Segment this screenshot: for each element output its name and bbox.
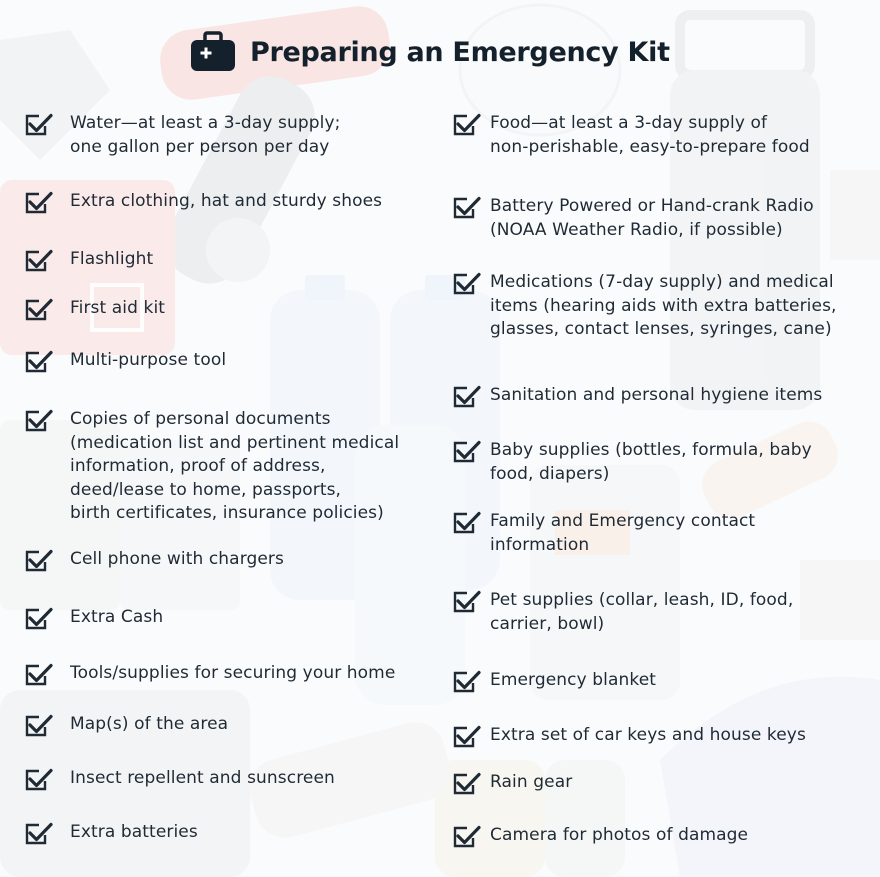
checklist-item-text: Rain gear xyxy=(490,772,573,792)
checkbox-checked-icon xyxy=(24,298,54,322)
checkbox-checked-icon xyxy=(452,590,482,614)
checklist-item xyxy=(24,112,430,159)
first-aid-kit-icon xyxy=(190,31,236,73)
checkbox-checked-icon xyxy=(452,196,482,220)
checkbox-checked-icon xyxy=(24,607,54,631)
checklist-item xyxy=(452,669,860,694)
checklist-item-text: Battery Powered or Hand-crank Radio (NOAA Weather Radio, if possible) xyxy=(490,196,814,240)
checklist-item xyxy=(24,349,430,374)
checklist-item-text: Family and Emergency contact information xyxy=(490,511,756,555)
checklist-item xyxy=(24,408,430,526)
checklist-item-text: Emergency blanket xyxy=(490,670,657,690)
checklist-item xyxy=(452,195,860,242)
checklist-item-text: Multi-purpose tool xyxy=(70,350,227,370)
checkbox-checked-icon xyxy=(24,350,54,374)
checklist-item-text: Extra Cash xyxy=(70,607,164,627)
checkbox-checked-icon xyxy=(452,825,482,849)
checkbox-checked-icon xyxy=(452,725,482,749)
checkbox-checked-icon xyxy=(24,191,54,215)
checklist-item-text: Medications (7-day supply) and medical items (hearing aids with extra batteries, glasses, contact lenses, syringes, cane) xyxy=(490,272,837,339)
checklist-item xyxy=(24,713,430,738)
checklist-item-text: Insect repellent and sunscreen xyxy=(70,768,335,788)
checklist-item xyxy=(24,548,430,573)
checklist-item-text: Flashlight xyxy=(70,249,154,269)
checklist-item-text: Copies of personal documents (medication list and pertinent medical information, proof of address, deed/lease to home, passports, birth certificates, insurance policies) xyxy=(70,409,400,523)
checklist-item xyxy=(24,821,430,846)
checklist-item-text: Cell phone with chargers xyxy=(70,549,284,569)
checklist-item xyxy=(452,771,860,796)
checkbox-checked-icon xyxy=(24,113,54,137)
checklist-item-text: Baby supplies (bottles, formula, baby food, diapers) xyxy=(490,440,812,484)
checklist-item xyxy=(452,824,860,849)
checkbox-checked-icon xyxy=(24,409,54,433)
checkbox-checked-icon xyxy=(24,822,54,846)
checklist-item-text: Water—at least a 3-day supply; one gallon per person per day xyxy=(70,113,341,157)
checkbox-checked-icon xyxy=(24,714,54,738)
checklist-item-text: Extra clothing, hat and sturdy shoes xyxy=(70,191,383,211)
checklist-item xyxy=(24,248,430,273)
checklist-item xyxy=(452,384,860,409)
checkbox-checked-icon xyxy=(24,249,54,273)
checklist-item-text: Sanitation and personal hygiene items xyxy=(490,385,823,405)
checklist-item-text: Pet supplies (collar, leash, ID, food, carrier, bowl) xyxy=(490,590,794,634)
checkbox-checked-icon xyxy=(24,549,54,573)
checklist-item xyxy=(24,606,430,631)
checklist-item xyxy=(24,767,430,792)
checkbox-checked-icon xyxy=(452,113,482,137)
page-title: Preparing an Emergency Kit xyxy=(250,36,670,68)
checklist-item-text: Camera for photos of damage xyxy=(490,825,749,845)
checkbox-checked-icon xyxy=(24,663,54,687)
checkbox-checked-icon xyxy=(24,768,54,792)
checklist-item xyxy=(24,662,430,687)
checklist-item xyxy=(452,589,860,636)
checklist-item xyxy=(24,297,430,322)
checklist-item xyxy=(452,439,860,486)
checkbox-checked-icon xyxy=(452,272,482,296)
checklist-item-text: Extra batteries xyxy=(70,822,198,842)
checklist-item-text: Tools/supplies for securing your home xyxy=(70,663,396,683)
checklist-item xyxy=(452,724,860,749)
checklist-item xyxy=(452,112,860,159)
checklist-item-text: First aid kit xyxy=(70,298,166,318)
checklist-item-text: Extra set of car keys and house keys xyxy=(490,725,806,745)
checklist-item xyxy=(24,190,430,215)
checkbox-checked-icon xyxy=(452,772,482,796)
checkbox-checked-icon xyxy=(452,511,482,535)
checklist-item xyxy=(452,271,860,342)
checklist-item-text: Map(s) of the area xyxy=(70,714,229,734)
checklist-item-text: Food—at least a 3-day supply of non-perishable, easy-to-prepare food xyxy=(490,113,810,157)
checkbox-checked-icon xyxy=(452,385,482,409)
checklist-item xyxy=(452,510,860,557)
checkbox-checked-icon xyxy=(452,670,482,694)
header xyxy=(190,30,670,74)
checkbox-checked-icon xyxy=(452,440,482,464)
